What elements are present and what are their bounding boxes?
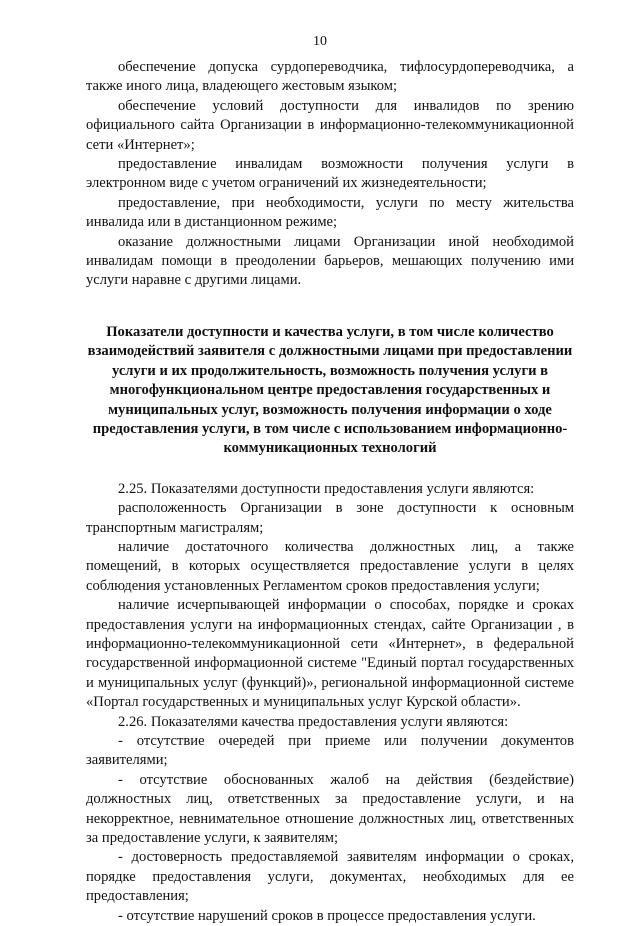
paragraph: - отсутствие нарушений сроков в процессе предоставления услуги. <box>118 907 536 924</box>
section-heading-text: Показатели доступности и качества услуги, в том числе количество взаимодействий заявителя с должностными лицами при предоставлении услуги и их продолжительность, возможность получения услуги в многофункциональном центре предоставления государственных и муниципальных услуг, возможность получения информации о ходе предоставления услуги, в том числе с использованием информационно-коммуникационных технологий <box>87 323 573 457</box>
paragraph: предоставление, при необходимости, услуги по месту жительства инвалида или в дистанционном режиме; <box>86 194 574 231</box>
document-body <box>86 58 574 926</box>
paragraph: - отсутствие обоснованных жалоб на действия (бездействие) должностных лиц, ответственных за предоставление услуги, и на некорректное, невнимательное отношение должностных лиц, ответственных за предоставление услуги, к заявителям; <box>86 771 574 847</box>
paragraph: обеспечение условий доступности для инвалидов по зрению официального сайта Организации в информационно-телекоммуникационной сети «Интернет»; <box>86 97 574 153</box>
paragraph: 2.26. Показателями качества предоставления услуги являются: <box>118 713 509 730</box>
paragraph: 2.25. Показателями доступности предоставления услуги являются: <box>118 480 535 497</box>
page-number: 10 <box>313 34 327 49</box>
paragraph: наличие достаточного количества должностных лиц, а также помещений, в которых осуществляется предоставление услуги в целях соблюдения установленных Регламентом сроков предоставления услуги; <box>86 538 574 594</box>
paragraph: - отсутствие очередей при приеме или получении документов заявителями; <box>86 733 574 769</box>
paragraph: расположенность Организации в зоне доступности к основным транспортным магистралям; <box>86 500 574 536</box>
paragraph: предоставление инвалидам возможности получения услуги в электронном виде с учетом ограничений их жизнедеятельности; <box>86 156 574 192</box>
paragraph: наличие исчерпывающей информации о способах, порядке и сроках предоставления услуги на информационных стендах, сайте Организации , в информационно-телекоммуникационной сети «Интернет», в федеральной государственной информационной системе "Единый портал государственных и муниципальных услуг (функций)», региональной информационной системе «Портал государственных и муниципальных услуг Курской области». <box>86 597 574 711</box>
section-heading <box>86 323 574 459</box>
paragraph: оказание должностными лицами Организации иной необходимой инвалидам помощи в преодолении барьеров, мешающих получению ими услуги наравне с другими лицами. <box>86 233 574 289</box>
paragraph: - достоверность предоставляемой заявителям информации о сроках, порядке предоставления услуги, документах, необходимых для ее предоставления; <box>86 849 574 905</box>
paragraph: обеспечение допуска сурдопереводчика, тифлосурдопереводчика, а также иного лица, владеющего жестовым языком; <box>86 59 574 95</box>
